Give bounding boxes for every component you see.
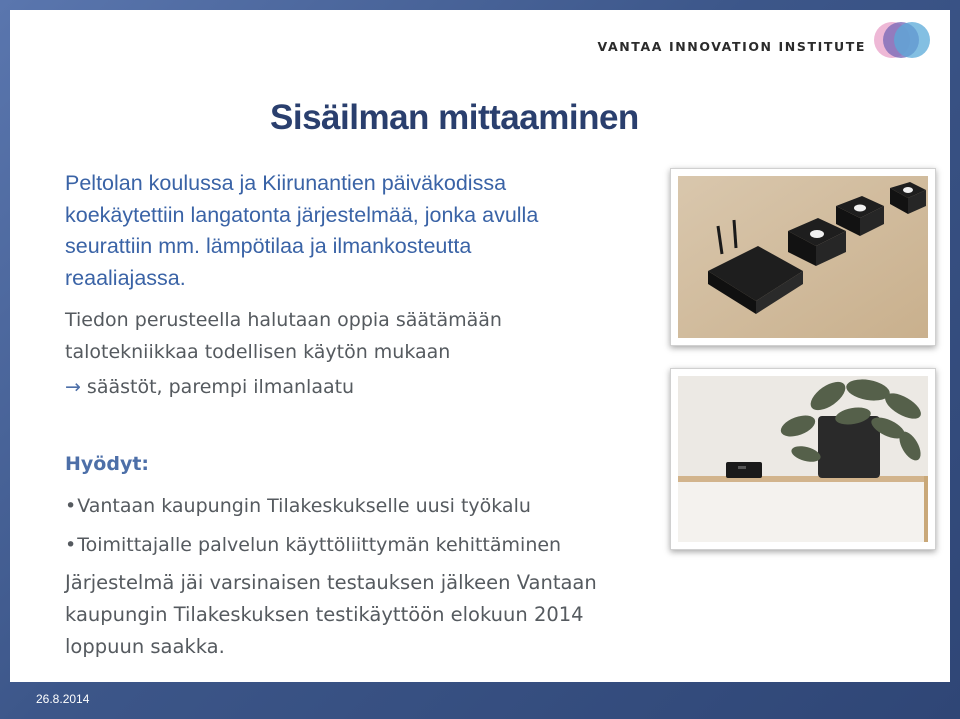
intro-line: Peltolan koulussa ja Kiirunantien päiväkodissa (65, 171, 507, 195)
list-item: • Toimittajalle palvelun käyttöliittymän kehittäminen (65, 529, 685, 568)
sensor-shelf-photo (670, 368, 936, 550)
benefits-list (65, 490, 685, 568)
closing-line: Järjestelmä jäi varsinaisen testauksen jälkeen Vantaan (65, 571, 597, 594)
intro-line: reaaliajassa. (65, 265, 186, 290)
list-item: • Vantaan kaupungin Tilakeskukselle uusi työkalu (65, 490, 685, 529)
paragraph-line: talotekniikkaa todellisen käytön mukaan (65, 341, 451, 363)
footer-date: 26.8.2014 (36, 692, 90, 706)
logo-text: VANTAA INNOVATION INSTITUTE (597, 38, 866, 54)
right-arrow-icon: → (65, 376, 81, 398)
intro-text (65, 168, 645, 294)
arrow-line (65, 376, 354, 398)
slide-title: Sisäilman mittaaminen (270, 98, 639, 137)
slide (10, 10, 950, 682)
logo-circles-icon (874, 20, 932, 60)
closing-paragraph (65, 567, 685, 663)
closing-line: loppuun saakka. (65, 635, 225, 658)
arrow-text: säästöt, parempi ilmanlaatu (86, 376, 355, 398)
paragraph-line: Tiedon perusteella halutaan oppia säätämään (65, 309, 502, 331)
intro-line: seurattiin mm. lämpötilaa ja ilmankosteutta (65, 234, 472, 258)
logo (598, 18, 932, 62)
intro-line: koekäytettiin langatonta järjestelmää, jonka avulla (65, 202, 539, 227)
closing-line: kaupungin Tilakeskuksen testikäyttöön elokuun 2014 (65, 603, 584, 626)
paragraph (65, 304, 665, 368)
benefits-title: Hyödyt: (65, 453, 150, 475)
sensor-devices-photo (670, 168, 936, 346)
